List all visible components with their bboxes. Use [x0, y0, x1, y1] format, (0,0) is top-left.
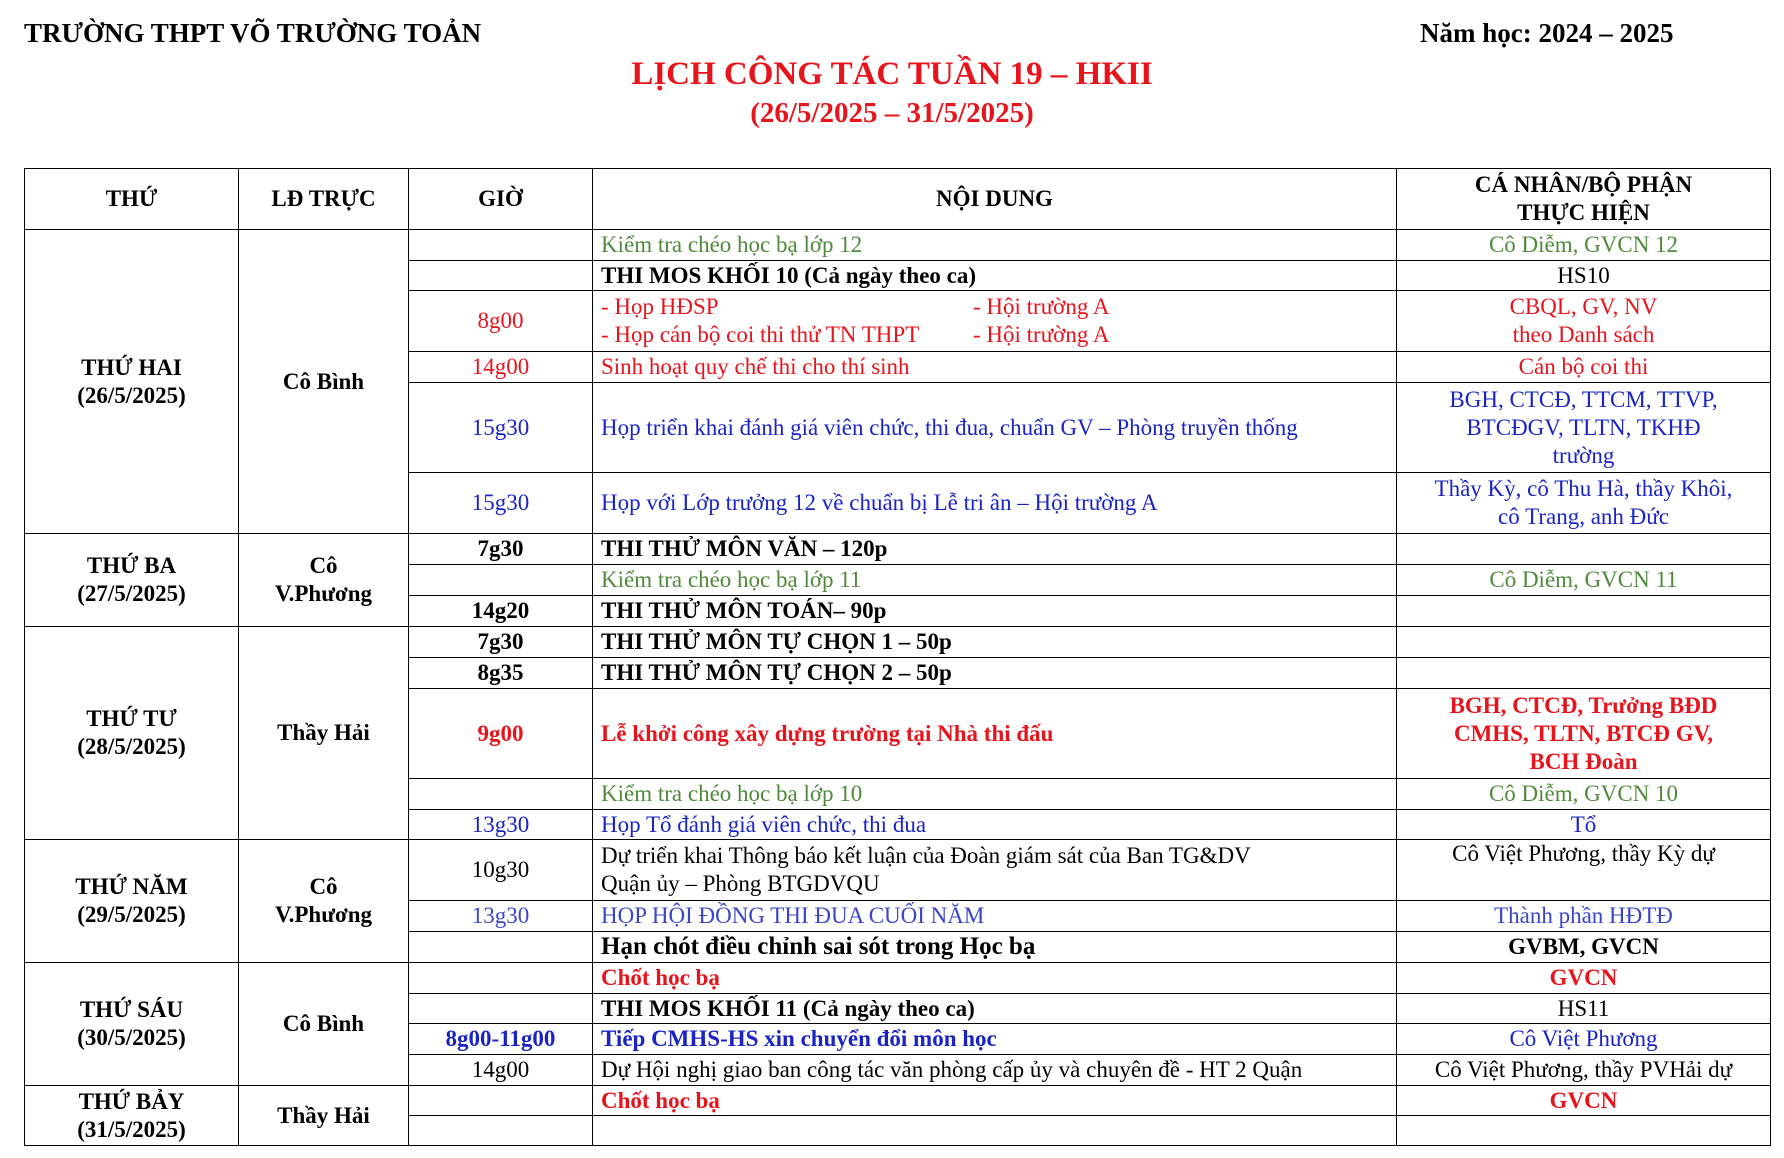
content-cell: Dự Hội nghị giao ban công tác văn phòng cấp ủy và chuyên đề - HT 2 Quận — [593, 1055, 1397, 1086]
content-cell: Hạn chót điều chỉnh sai sót trong Học bạ — [593, 932, 1397, 963]
content-line: Dự triển khai Thông báo kết luận của Đoàn giám sát của Ban TG&DV — [601, 843, 1251, 868]
person-cell: Cô Diễm, GVCN 11 — [1397, 565, 1771, 596]
person-line: trường — [1552, 442, 1615, 468]
content-cell — [593, 291, 1397, 352]
time-cell — [409, 230, 593, 261]
time-cell: 14g00 — [409, 352, 593, 383]
content-cell: Sinh hoạt quy chế thi cho thí sinh — [593, 352, 1397, 383]
day-cell-tue — [25, 534, 239, 627]
person-cell: Thành phần HĐTĐ — [1397, 901, 1771, 932]
person-cell: Cô Diễm, GVCN 12 — [1397, 230, 1771, 261]
content-cell: Họp với Lớp trưởng 12 về chuẩn bị Lễ tri ân – Hội trường A — [593, 473, 1397, 534]
time-cell: 15g30 — [409, 383, 593, 473]
day-name: THỨ BẢY — [78, 1088, 185, 1114]
time-cell: 7g30 — [409, 627, 593, 658]
content-cell — [593, 840, 1397, 901]
time-cell: 15g30 — [409, 473, 593, 534]
col-header-time: GIỜ — [409, 169, 593, 230]
person-line: BGH, CTCĐ, TTCM, TTVP, — [1449, 386, 1718, 412]
person-line: CBQL, GV, NV — [1509, 294, 1658, 319]
person-cell — [1397, 627, 1771, 658]
time-cell: 13g30 — [409, 810, 593, 840]
school-name: TRƯỜNG THPT VÕ TRƯỜNG TOẢN — [24, 18, 482, 48]
duty-line: V.Phương — [274, 902, 373, 927]
content-cell: Chốt học bạ — [593, 963, 1397, 994]
duty-cell-sat: Thầy Hải — [239, 1086, 409, 1146]
person-cell: Cô Việt Phương — [1397, 1024, 1771, 1055]
content-cell: Kiểm tra chéo học bạ lớp 12 — [593, 230, 1397, 261]
person-cell — [1397, 596, 1771, 627]
time-cell: 7g30 — [409, 534, 593, 565]
duty-line: Cô — [309, 553, 338, 578]
day-date: (30/5/2025) — [77, 1025, 186, 1050]
time-cell — [409, 261, 593, 291]
duty-line: V.Phương — [274, 581, 373, 606]
col-header-person — [1397, 169, 1771, 230]
content-cell: Họp Tổ đánh giá viên chức, thi đua — [593, 810, 1397, 840]
person-cell: Cô Việt Phương, thầy Kỳ dự — [1397, 840, 1771, 901]
content-cell: THI THỬ MÔN TOÁN– 90p — [593, 596, 1397, 627]
col-header-person-l1: CÁ NHÂN/BỘ PHẬN — [1474, 172, 1693, 197]
person-cell: HS11 — [1397, 994, 1771, 1024]
time-cell: 8g00 — [409, 291, 593, 352]
content-cell — [593, 1116, 1397, 1146]
duty-cell-mon: Cô Bình — [239, 230, 409, 534]
time-cell: 8g00-11g00 — [409, 1024, 593, 1055]
person-cell: Cô Việt Phương, thầy PVHải dự — [1397, 1055, 1771, 1086]
day-name: THỨ NĂM — [75, 874, 188, 899]
duty-cell-fri: Cô Bình — [239, 963, 409, 1086]
content-cell: THI MOS KHỐI 11 (Cả ngày theo ca) — [593, 994, 1397, 1024]
time-cell — [409, 779, 593, 810]
duty-cell-tue — [239, 534, 409, 627]
table-row — [25, 1086, 1771, 1116]
day-name: THỨ TƯ — [86, 706, 177, 731]
person-cell — [1397, 658, 1771, 689]
person-line: BTCĐGV, TLTN, TKHĐ — [1466, 414, 1701, 440]
day-date: (29/5/2025) — [77, 902, 186, 927]
time-cell: 10g30 — [409, 840, 593, 901]
school-year: Năm học: 2024 – 2025 — [1420, 18, 1674, 48]
person-cell: Tổ — [1397, 810, 1771, 840]
col-header-content: NỘI DUNG — [593, 169, 1397, 230]
table-row — [25, 963, 1771, 994]
content-cell: Kiểm tra chéo học bạ lớp 11 — [593, 565, 1397, 596]
time-cell: 14g20 — [409, 596, 593, 627]
schedule-table — [24, 168, 1771, 1146]
day-name: THỨ BA — [86, 553, 177, 578]
time-cell — [409, 932, 593, 963]
day-date: (27/5/2025) — [77, 581, 186, 606]
table-row — [25, 840, 1771, 901]
col-header-person-l2: THỰC HIỆN — [1517, 200, 1650, 225]
page-title: LỊCH CÔNG TÁC TUẦN 19 – HKII — [631, 56, 1153, 92]
meeting-location: - Hội trường A — [973, 294, 1110, 319]
meeting-location: - Hội trường A — [973, 322, 1110, 347]
time-cell — [409, 565, 593, 596]
person-cell: GVCN — [1397, 963, 1771, 994]
person-cell — [1397, 473, 1771, 534]
person-line: CMHS, TLTN, BTCĐ GV, — [1453, 720, 1714, 746]
person-cell: Cán bộ coi thi — [1397, 352, 1771, 383]
content-cell: Họp triển khai đánh giá viên chức, thi đua, chuẩn GV – Phòng truyền thống — [593, 383, 1397, 473]
col-header-duty: LĐ TRỰC — [239, 169, 409, 230]
day-cell-wed — [25, 627, 239, 840]
time-cell: 13g30 — [409, 901, 593, 932]
content-cell: Tiếp CMHS-HS xin chuyển đổi môn học — [593, 1024, 1397, 1055]
person-cell — [1397, 291, 1771, 352]
person-cell: Cô Diễm, GVCN 10 — [1397, 779, 1771, 810]
date-range: (26/5/2025 – 31/5/2025) — [750, 97, 1034, 129]
table-row — [25, 230, 1771, 261]
col-header-day: THỨ — [25, 169, 239, 230]
time-cell — [409, 994, 593, 1024]
duty-cell-wed: Thầy Hải — [239, 627, 409, 840]
content-cell: Chốt học bạ — [593, 1086, 1397, 1116]
day-cell-fri — [25, 963, 239, 1086]
person-cell — [1397, 1116, 1771, 1146]
day-name: THỨ HAI — [81, 354, 182, 380]
time-cell: 9g00 — [409, 689, 593, 779]
day-date: (31/5/2025) — [77, 1116, 186, 1142]
person-cell: HS10 — [1397, 261, 1771, 291]
day-cell-sat — [25, 1086, 239, 1146]
day-cell-mon — [25, 230, 239, 534]
table-header-row — [25, 169, 1771, 230]
content-cell: Lễ khởi công xây dựng trường tại Nhà thi đấu — [593, 689, 1397, 779]
table-row — [25, 534, 1771, 565]
content-cell: THI MOS KHỐI 10 (Cả ngày theo ca) — [593, 261, 1397, 291]
person-cell — [1397, 689, 1771, 779]
duty-line: Cô — [309, 874, 338, 899]
person-cell: GVBM, GVCN — [1397, 932, 1771, 963]
meeting-item: - Họp HĐSP — [601, 294, 719, 319]
time-cell — [409, 1116, 593, 1146]
content-cell: THI THỬ MÔN TỰ CHỌN 2 – 50p — [593, 658, 1397, 689]
content-cell: HỌP HỘI ĐỒNG THI ĐUA CUỐI NĂM — [593, 901, 1397, 932]
person-cell — [1397, 534, 1771, 565]
time-cell: 14g00 — [409, 1055, 593, 1086]
content-cell: Kiểm tra chéo học bạ lớp 10 — [593, 779, 1397, 810]
content-line: Quận ủy – Phòng BTGDVQU — [601, 871, 880, 896]
content-cell: THI THỬ MÔN VĂN – 120p — [593, 534, 1397, 565]
table-row — [25, 627, 1771, 658]
person-cell — [1397, 383, 1771, 473]
person-line: theo Danh sách — [1512, 322, 1655, 347]
person-line: BGH, CTCĐ, Trưởng BĐD — [1449, 692, 1718, 718]
time-cell — [409, 963, 593, 994]
time-cell — [409, 1086, 593, 1116]
day-cell-thu — [25, 840, 239, 963]
person-line: cô Trang, anh Đức — [1498, 504, 1669, 529]
person-line: Thầy Kỳ, cô Thu Hà, thầy Khôi, — [1434, 476, 1733, 501]
day-name: THỨ SÁU — [79, 997, 184, 1022]
content-cell: THI THỬ MÔN TỰ CHỌN 1 – 50p — [593, 627, 1397, 658]
person-line: BCH Đoàn — [1529, 748, 1638, 774]
duty-cell-thu — [239, 840, 409, 963]
time-cell: 8g35 — [409, 658, 593, 689]
day-date: (28/5/2025) — [77, 734, 186, 759]
meeting-item: - Họp cán bộ coi thi thử TN THPT — [601, 322, 920, 347]
day-date: (26/5/2025) — [77, 382, 186, 408]
person-cell: GVCN — [1397, 1086, 1771, 1116]
